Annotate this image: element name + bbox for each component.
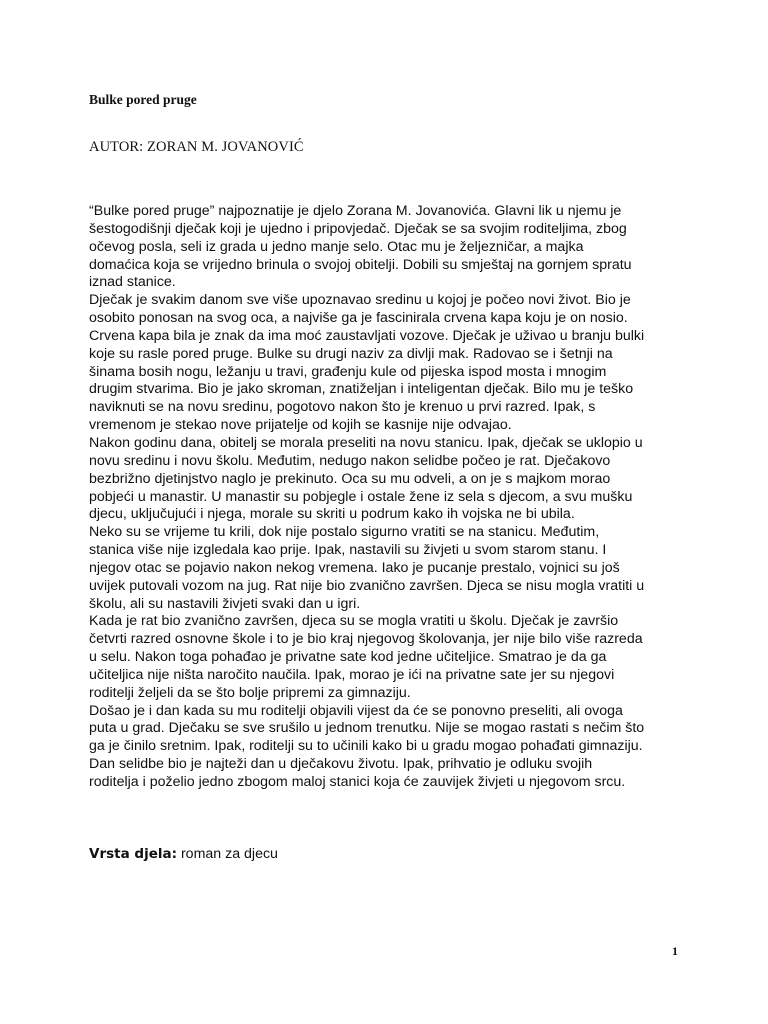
- text-line: Crvena kapa bila je znak da ima moć zaustavljati vozove. Dječak je uživao u branju bulki: [89, 327, 645, 344]
- document-title: Bulke pored pruge: [89, 92, 197, 107]
- text-line: roditelji željeli da se što bolje pripremi za gimnaziju.: [89, 684, 411, 701]
- text-line: Dan selidbe bio je najteži dan u dječakovu životu. Ipak, prihvatio je odluku svojih: [89, 756, 593, 773]
- text-line: u selu. Nakon toga pohađao je privatne sate kod jedne učiteljice. Smatrao je da ga: [89, 649, 607, 666]
- text-line: ga je činilo sretnim. Ipak, roditelji su to učinili kako bi u gradu mogao pohađati gimnaziju.: [89, 738, 643, 755]
- text-line: šinama bosih nogu, ležanju u travi, građenju kule od pijeska ispod mosta i mnogim: [89, 363, 607, 380]
- text-line: domaćica koja se vrijedno brinula o svojoj obitelji. Dobili su smještaj na gornjem spratu: [89, 256, 632, 273]
- text-line: iznad stanice.: [89, 274, 176, 291]
- text-line: školu, ali su nastavili živjeti svaki dan u igri.: [89, 595, 361, 612]
- text-line: njegov otac se pojavio nakon nekog vremena. Iako je pucanje prestalo, vojnici su još: [89, 559, 620, 576]
- text-line: Došao je i dan kada su mu roditelji objavili vijest da će se ponovno preseliti, ali ovoga: [89, 702, 623, 719]
- text-line: novu sredinu i novu školu. Međutim, nedugo nakon selidbe počeo je rat. Dječakovo: [89, 452, 611, 469]
- text-line: puta u grad. Dječaku se sve srušilo u jednom trenutku. Nije se mogao rastati s nečim što: [89, 720, 645, 737]
- text-line: šestogodišnji dječak koji je ujedno i pripovjedač. Dječak se sa svojim roditeljima, zbog: [89, 220, 627, 237]
- text-line: četvrti razred osnovne škole i to je bio kraj njegovog školovanja, jer nije bilo više razreda: [89, 631, 643, 648]
- text-line: naviknuti se na novu sredinu, pogotovo nakon što je krenuo u prvi razred. Ipak, s: [89, 399, 596, 416]
- text-line: vremenom je stekao nove prijatelje od kojih se kasnije nije odvajao.: [89, 417, 512, 434]
- body-text: [89, 203, 695, 792]
- text-line: pobjeći u manastir. U manastir su pobjegle i ostale žene iz sela s djecom, a svu mušku: [89, 488, 633, 505]
- text-line: bezbrižno djetinjstvo naglo je prekinuto. Oca su mu odveli, a on je s majkom morao: [89, 470, 611, 487]
- text-line: Dječak je svakim danom sve više upoznavao sredinu u kojoj je počeo novi život. Bio je: [89, 292, 631, 309]
- genre-label: Vrsta djela:: [89, 846, 177, 862]
- text-line: Kada je rat bio zvanično završen, djeca su se mogla vratiti u školu. Dječak je završio: [89, 613, 619, 630]
- genre-value: roman za djecu: [180, 846, 278, 862]
- text-line: koje su rasle pored pruge. Bulke su drugi naziv za divlji mak. Radovao se i šetnji na: [89, 345, 613, 362]
- text-line: “Bulke pored pruge” najpoznatije je djelo Zorana M. Jovanovića. Glavni lik u njemu je: [89, 203, 622, 219]
- genre-line: [89, 846, 278, 862]
- text-line: Neko su se vrijeme tu krili, dok nije postalo sigurno vratiti se na stanicu. Međutim,: [89, 524, 600, 541]
- text-line: učiteljica nije ništa naročito naučila. Ipak, morao je ići na privatne sate jer su njegovi: [89, 666, 615, 683]
- text-line: roditelja i poželio jedno zbogom maloj stanici koja će zauvijek živjeti u njegovom srcu.: [89, 774, 626, 790]
- text-line: drugim stvarima. Bio je jako skroman, znatiželjan i inteligentan dječak. Bilo mu je teško: [89, 381, 634, 398]
- text-line: očevog posla, seli iz grada u jedno manje selo. Otac mu je željezničar, a majka: [89, 238, 584, 255]
- page-number: 1: [672, 944, 678, 958]
- text-line: djecu, uključujući i njega, morale su skriti u podrum kako ih vojska ne bi ubila.: [89, 506, 575, 523]
- text-line: uvijek putovali vozom na jug. Rat nije bio zvanično završen. Djeca se nisu mogla vratiti u: [89, 577, 645, 594]
- text-line: stanica više nije izgledala kao prije. Ipak, nastavili su živjeti u svom starom stanu. I: [89, 542, 607, 559]
- text-line: Nakon godinu dana, obitelj se morala preseliti na novu stanicu. Ipak, dječak se uklopio u: [89, 434, 643, 451]
- author-line: AUTOR: ZORAN M. JOVANOVIĆ: [89, 139, 304, 155]
- text-line: osobito ponosan na svog oca, a najviše ga je fascinirala crvena kapa koju je on nosio.: [89, 310, 628, 327]
